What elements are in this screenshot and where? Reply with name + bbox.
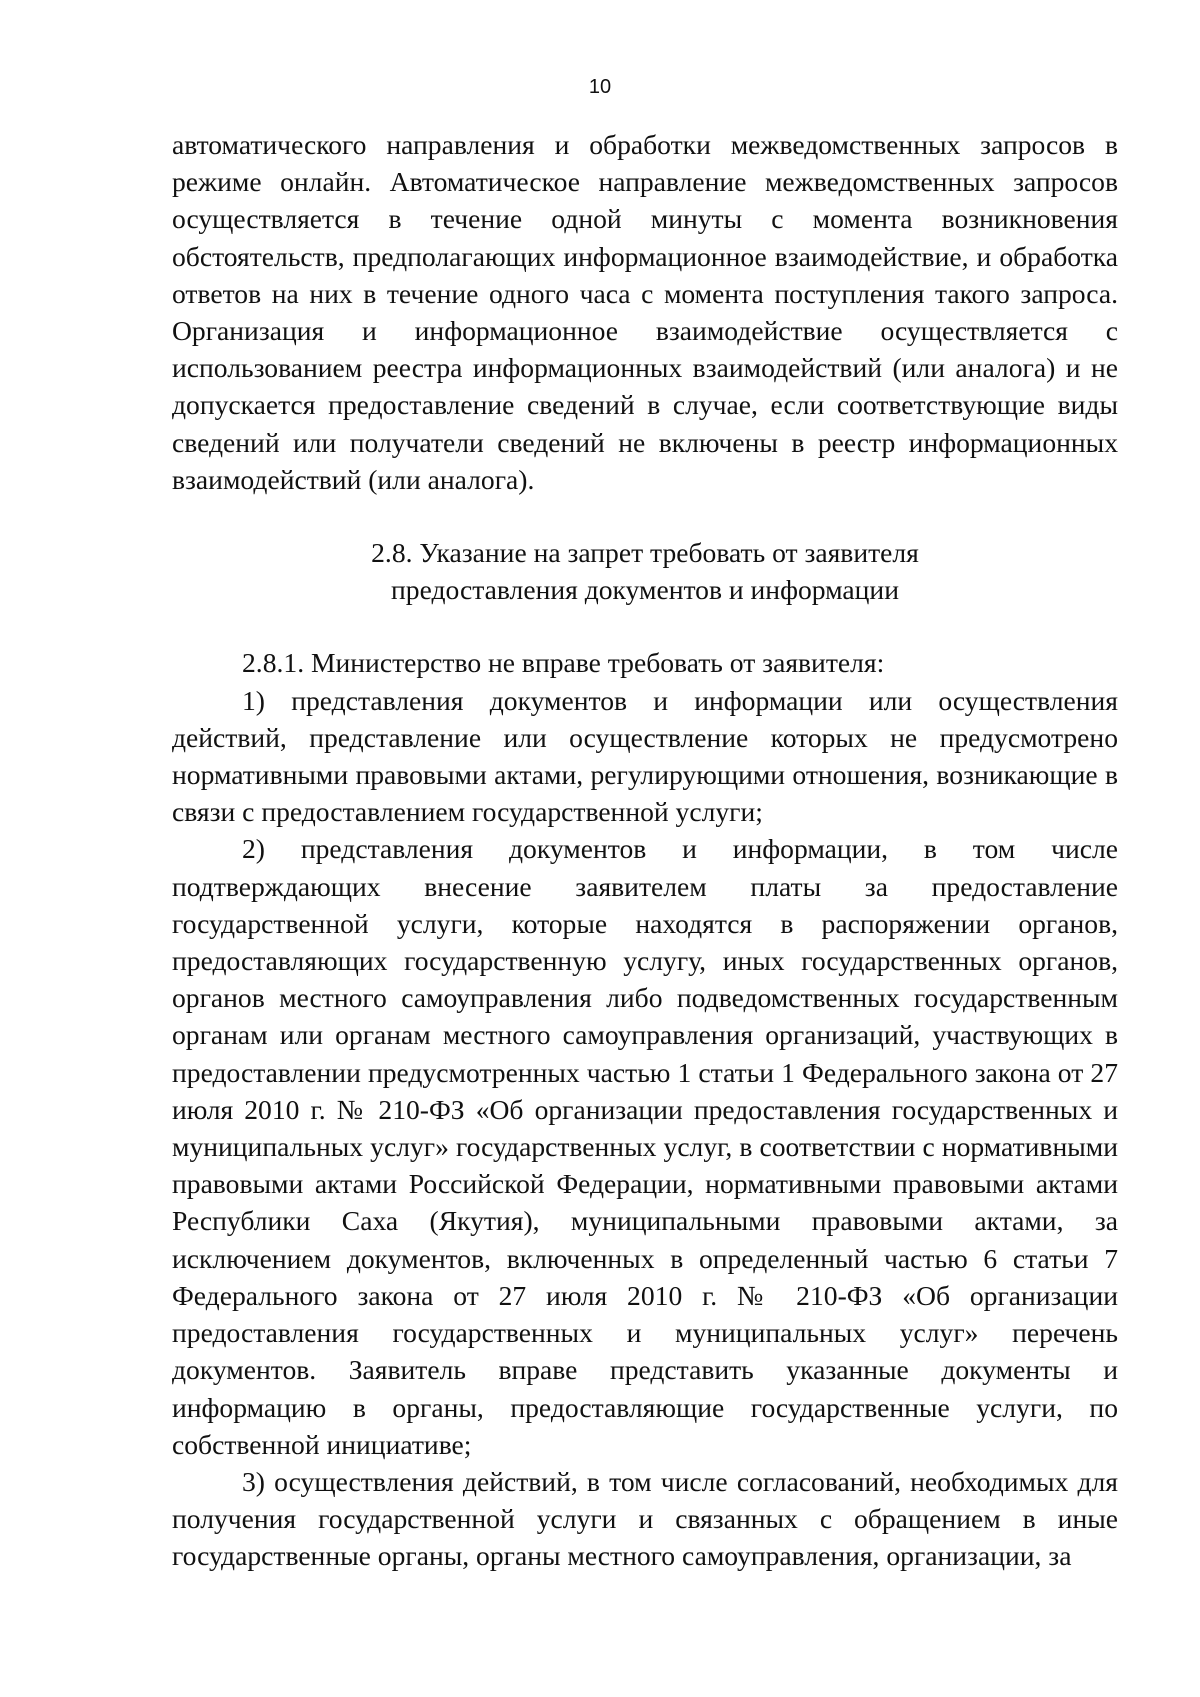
paragraph-continuation: автоматического направления и обработки межведомственных запросов в режиме онлайн. Автоматическое направление межведомственных запросов осуществляется в течение одной минуты с момента возникновения обстоятельств, предполагающих информационное взаимодействие, и обработка ответов на них в течение одного часа с момента поступления такого запроса. Организация и информационное взаимодействие осуществляется с использованием реестра информационных взаимодействий (или аналога) и не допускается предоставление сведений в случае, если соответствующие виды сведений или получатели сведений не включены в реестр информационных взаимодействий (или аналога). [172, 129, 1118, 495]
page-number: 10 [588, 76, 612, 98]
document-body [172, 126, 1118, 1575]
section-heading [172, 534, 1118, 608]
paragraph-item-2: 2) представления документов и информации, в том числе подтверждающих внесение заявителем платы за предоставление государственной услуги, которые находятся в распоряжении органов, предоставляющих государственную услугу, иных государственных органов, органов местного самоуправления либо подведомственных государственным органам или органам местного самоуправления организаций, участвующих в предоставлении предусмотренных частью 1 статьи 1 Федерального закона от 27 июля 2010 г. № 210-ФЗ «Об организации предоставления государственных и муниципальных услуг» государственных услуг, в соответствии с нормативными правовыми актами Российской Федерации, нормативными правовыми актами Республики Саха (Якутия), муниципальными правовыми актами, за исключением документов, включенных в определенный частью 6 статьи 7 Федерального закона от 27 июля 2010 г. № 210-ФЗ «Об организации предоставления государственных и муниципальных услуг» перечень документов. Заявитель вправе представить указанные документы и информацию в органы, предоставляющие государственные услуги, по собственной инициативе; [172, 833, 1118, 1460]
paragraph-item-1: 1) представления документов и информации или осуществления действий, представление или осуществление которых не предусмотрено нормативными правовыми актами, регулирующими отношения, возникающие в связи с предоставлением государственной услуги; [172, 684, 1118, 828]
paragraph-2-8-1: 2.8.1. Министерство не вправе требовать от заявителя: [242, 647, 885, 679]
paragraph-item-3: 3) осуществления действий, в том числе согласований, необходимых для получения государственной услуги и связанных с обращением в иные государственные органы, органы местного самоуправления, организации, за [172, 1465, 1118, 1572]
section-heading-line-2: предоставления документов и информации [391, 574, 899, 606]
section-heading-line-1: 2.8. Указание на запрет требовать от заявителя [371, 537, 919, 569]
